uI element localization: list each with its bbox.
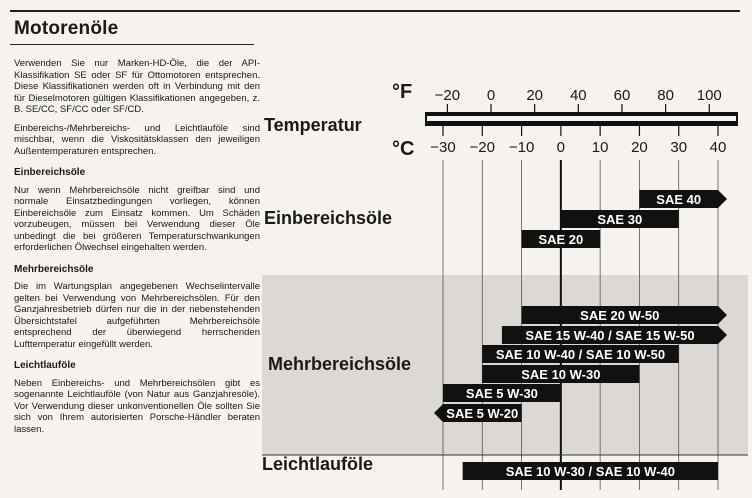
bar-label: SAE 10 W-30 / SAE 10 W-40 [505, 464, 675, 479]
tick-label-c--10: −10 [508, 139, 535, 156]
tick-label-f--20: −20 [434, 87, 461, 104]
tick-label-c-30: 30 [670, 139, 688, 156]
mehrbereich-paragraph: Die im Wartungsplan angegebenen Wechselintervalle gelten bei Verwendung von Mehrbereichsölen. Für den Ganzjahresbetrieb dürfen nur die in der nebenstehenden Übersichtstafel aufgeführten Mehrbereichsöle entsprechend der überwiegend herrschenden Lufttemperatur eingefüllt werden. [14, 281, 260, 350]
tick-label-f-40: 40 [569, 87, 587, 104]
bar-label: SAE 20 [538, 232, 584, 247]
leichtlauf-paragraph: Neben Einbereichs- und Mehrbereichsölen gibt es sogenannte Leichtlauföle (von Natur aus Ganzjahresöle). Vor Verwendung dieser unkonventionellen Öle sollten Sie sich von Ihrem autorisierten Porsche-Händler beraten lassen. [14, 377, 260, 435]
celsius-axis [430, 126, 726, 156]
fahrenheit-axis [435, 87, 722, 112]
tick-label-c--30: −30 [430, 139, 456, 156]
bar-label: SAE 10 W-30 [521, 367, 601, 382]
tick-label-f-0: 0 [486, 87, 496, 104]
tick-label-f-80: 80 [657, 87, 674, 104]
fahrenheit-unit: °F [392, 81, 413, 103]
heading-mehrbereich: Mehrbereichsöle [14, 263, 94, 275]
bar-label: SAE 15 W-40 / SAE 15 W-50 [525, 328, 695, 343]
einbereich-paragraph: Nur wenn Mehrbereichsöle nicht greifbar sind und normale Einsatzbedingungen vorliegen, können Einbereichsöle zum Einsatz kommen. Um Schäden vorzubeugen, müssen bei Verwendung dieser Öle unbedingt die bei größeren Temperaturschwankungen erforderlichen Ölwechsel eingehalten werden. [14, 184, 260, 253]
bar-label: SAE 30 [597, 212, 643, 227]
heading-einbereich: Einbereichsöle [14, 167, 86, 178]
intro-paragraph: Verwenden Sie nur Marken-HD-Öle, die der API-Klassifikation SE oder SF für Ottomotoren entsprechen. Diese Klassifikationen werden oft in Verbindung mit den für Dieselmotoren gültigen Klassifikationen angegeben, z. B. SE/CC, SF/CC oder SF/CD. [14, 58, 260, 115]
tick-label-c-40: 40 [709, 139, 727, 156]
row-label-leichtlauf: Leichtlauföle [262, 454, 374, 474]
tick-label-f-100: 100 [696, 87, 722, 104]
bar-label: SAE 5 W-20 [446, 406, 519, 421]
tick-label-c--20: −20 [469, 139, 496, 156]
bar-label: SAE 10 W-40 / SAE 10 W-50 [495, 347, 666, 362]
tick-label-c-20: 20 [631, 139, 648, 156]
row-label-mehrbereich: Mehrbereichsöle [268, 354, 412, 374]
bar-label: SAE 40 [656, 192, 702, 207]
heading-leichtlauf: Leichtlauföle [14, 360, 76, 371]
bar-label: SAE 5 W-30 [465, 386, 538, 401]
tick-label-f-60: 60 [613, 87, 631, 104]
row-label-temperature: Temperatur [264, 115, 362, 135]
bar-label: SAE 20 W-50 [580, 308, 660, 323]
celsius-unit: °C [392, 138, 415, 160]
page-title: Motorenöle [14, 18, 119, 39]
tick-label-f-20: 20 [526, 87, 544, 104]
temperature-scale-inner [427, 116, 736, 121]
tick-label-c-0: 0 [556, 139, 566, 156]
row-label-einbereich: Einbereichsöle [264, 208, 393, 228]
mix-paragraph: Einbereichs-/Mehrbereichs- und Leichtlauföle sind mischbar, wenn die Viskositätsklassen den jeweiligen Außentemperaturen entsprechen. [14, 122, 260, 157]
tick-label-c-10: 10 [591, 139, 609, 156]
